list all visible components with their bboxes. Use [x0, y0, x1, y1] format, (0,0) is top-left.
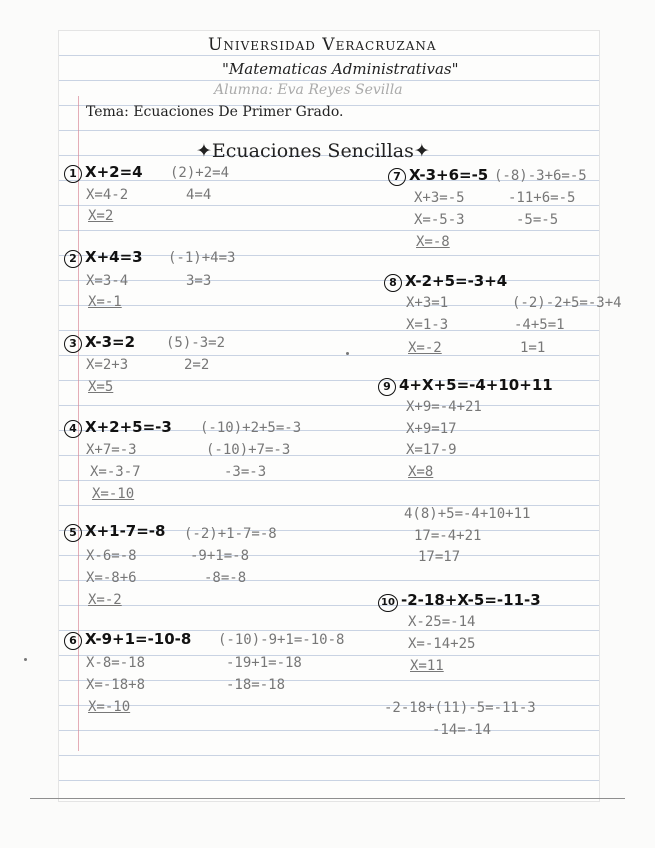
problem-8-step-1: X+3=1 — [406, 295, 449, 311]
problem-5-answer: X=-2 — [88, 592, 122, 608]
problem-7-step-2: X=-5-3 — [414, 212, 465, 228]
scan-edge-line — [30, 798, 625, 799]
problem-7-check-3: -5=-5 — [516, 212, 559, 228]
problem-8-check-3: 1=1 — [520, 340, 546, 356]
problem-9-check-2: 17=-4+21 — [414, 528, 482, 544]
problem-5-check-2: -9+1=-8 — [190, 548, 250, 564]
problem-5-step-1: X-6=-8 — [86, 548, 137, 564]
problem-1-check-1: (2)+2=4 — [170, 165, 230, 181]
problem-8-equation: 8 X-2+5=-3+4 — [384, 272, 507, 292]
problem-5-check-3: -8=-8 — [204, 570, 247, 586]
problem-8-check-2: -4+5=1 — [514, 317, 565, 333]
university-name: Universidad Veracruzana — [208, 35, 437, 55]
problem-7-step-1: X+3=-5 — [414, 190, 465, 206]
problem-4-check-1: (-10)+2+5=-3 — [200, 420, 302, 436]
problem-9-check-3: 17=17 — [418, 549, 461, 565]
scan-speck — [346, 352, 349, 355]
problem-7-check-2: -11+6=-5 — [508, 190, 576, 206]
problem-3-step-1: X=2+3 — [86, 357, 129, 373]
problem-5-equation: 5 X+1-7=-8 — [64, 522, 165, 542]
problem-8-step-2: X=1-3 — [406, 317, 449, 333]
problem-6-check-1: (-10)-9+1=-10-8 — [218, 632, 345, 648]
problem-1-step-1: X=4-2 — [86, 187, 129, 203]
problem-9-step-2: X+9=17 — [406, 421, 457, 437]
problem-6-check-3: -18=-18 — [226, 677, 286, 693]
problem-6-step-2: X=-18+8 — [86, 677, 146, 693]
problem-9-equation: 9 4+X+5=-4+10+11 — [378, 376, 553, 396]
problem-8-answer: X=-2 — [408, 340, 442, 356]
problem-3-check-1: (5)-3=2 — [166, 335, 226, 351]
problem-7-equation: 7 X-3+6=-5 — [388, 166, 488, 186]
problem-3-check-2: 2=2 — [184, 357, 210, 373]
scan-speck — [24, 658, 27, 661]
student-name: Alumna: Eva Reyes Sevilla — [214, 82, 403, 98]
problem-10-check-2: -14=-14 — [432, 722, 492, 738]
problem-2-equation: 2 X+4=3 — [64, 248, 143, 268]
problem-2-check-2: 3=3 — [186, 273, 212, 289]
problem-8-check-1: (-2)-2+5=-3+4 — [512, 295, 622, 311]
problem-4-equation: 4 X+2+5=-3 — [64, 418, 172, 438]
problem-2-answer: X=-1 — [88, 294, 122, 310]
problem-10-equation: 10 -2-18+X-5=-11-3 — [378, 591, 541, 612]
problem-6-equation: 6 X-9+1=-10-8 — [64, 630, 191, 650]
problem-9-step-3: X=17-9 — [406, 442, 457, 458]
arrow-right-icon: ✦ — [413, 140, 430, 162]
problem-4-step-1: X+7=-3 — [86, 442, 137, 458]
problem-2-check-1: (-1)+4=3 — [168, 250, 236, 266]
problem-9-check-1: 4(8)+5=-4+10+11 — [404, 506, 531, 522]
problem-6-answer: X=-10 — [88, 699, 131, 715]
problem-7-check-1: (-8)-3+6=-5 — [494, 168, 587, 184]
section-title: ✦Ecuaciones Sencillas✦ — [196, 140, 430, 162]
problem-9-step-1: X+9=-4+21 — [406, 399, 482, 415]
problem-1-check-2: 4=4 — [186, 187, 212, 203]
problem-10-answer: X=11 — [410, 658, 444, 674]
problem-4-check-3: -3=-3 — [224, 464, 267, 480]
problem-3-answer: X=5 — [88, 379, 114, 395]
problem-4-answer: X=-10 — [92, 486, 135, 502]
arrow-left-icon: ✦ — [196, 140, 212, 162]
problem-10-step-1: X-25=-14 — [408, 614, 476, 630]
problem-7-answer: X=-8 — [416, 234, 450, 250]
problem-2-step-1: X=3-4 — [86, 273, 129, 289]
problem-5-step-2: X=-8+6 — [86, 570, 137, 586]
problem-1-answer: X=2 — [88, 208, 114, 224]
problem-1-equation: 1 X+2=4 — [64, 163, 143, 183]
course-name: "Matematicas Administrativas" — [222, 60, 459, 78]
problem-10-step-2: X=-14+25 — [408, 636, 476, 652]
problem-6-step-1: X-8=-18 — [86, 655, 146, 671]
problem-5-check-1: (-2)+1-7=-8 — [184, 526, 277, 542]
problem-4-check-2: (-10)+7=-3 — [206, 442, 291, 458]
problem-9-answer: X=8 — [408, 464, 434, 480]
topic-line: Tema: Ecuaciones De Primer Grado. — [86, 104, 344, 120]
problem-4-step-2: X=-3-7 — [90, 464, 141, 480]
problem-6-check-2: -19+1=-18 — [226, 655, 302, 671]
problem-10-check-1: -2-18+(11)-5=-11-3 — [384, 700, 536, 716]
problem-3-equation: 3 X-3=2 — [64, 333, 135, 353]
